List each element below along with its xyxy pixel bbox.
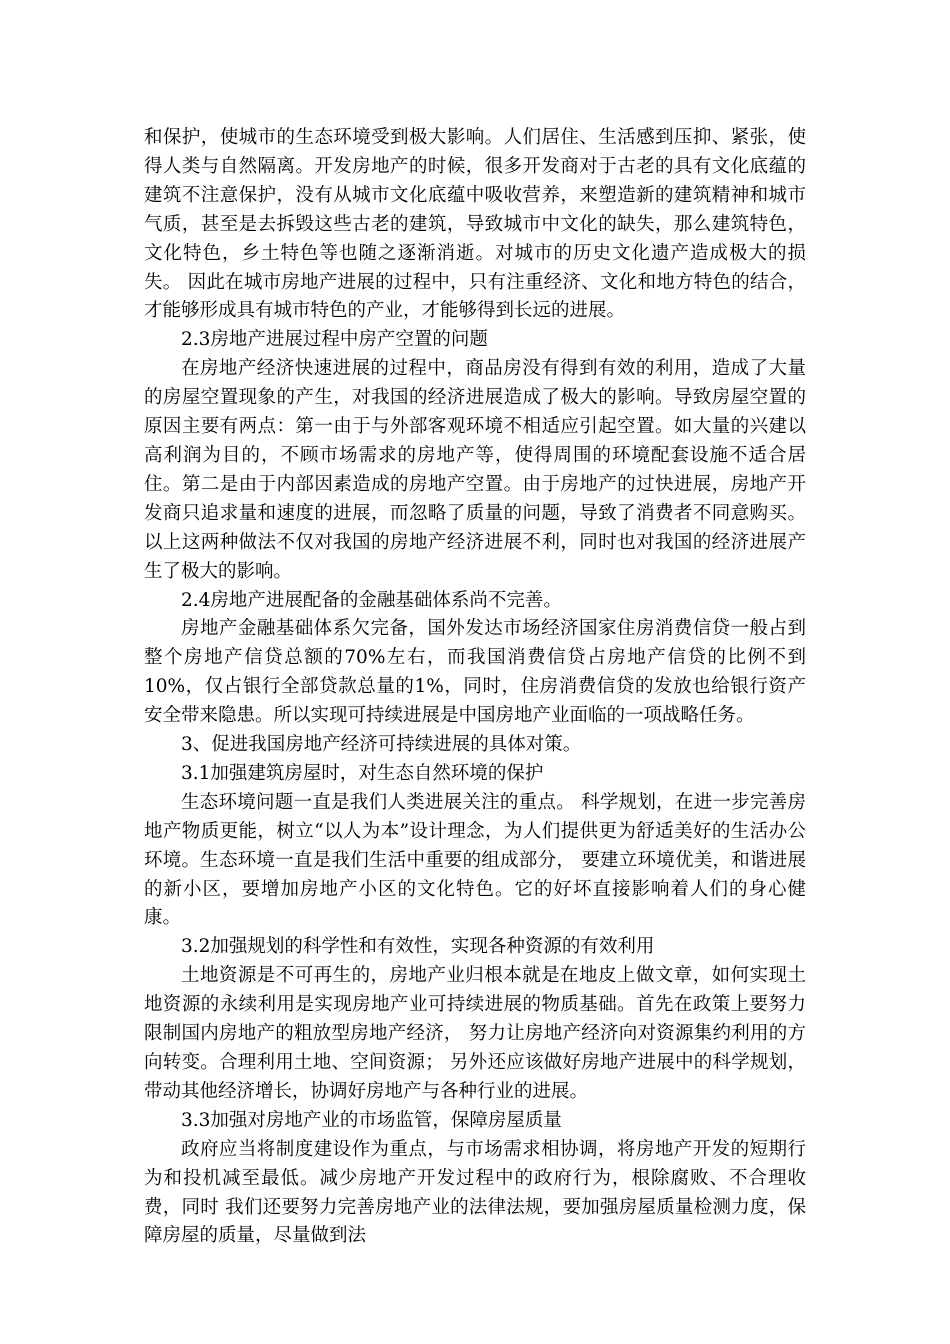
heading-2-3: 2.3房地产进展过程中房产空置的问题 — [181, 329, 488, 351]
heading-3: 3、促进我国房地产经济可持续进展的具体对策。 — [181, 734, 582, 756]
paragraph-ecology: 生态环境问题一直是我们人类进展关注的重点。 科学规划，在进一步完善房地产物质更能，树立“以人为本”设计理念，为人们提供更为舒适美好的生活办公环境。生态环境一直是我们生活中重要的组成部分， 要建立环境优美，和谐进展的新小区，要增加房地产小区的文化特色。它的好坏直接影响着人们的身心健康。 — [144, 791, 806, 929]
heading-3-1: 3.1加强建筑房屋时，对生态自然环境的保护 — [181, 762, 544, 784]
heading-3-2: 3.2加强规划的科学性和有效性，实现各种资源的有效利用 — [181, 936, 655, 958]
paragraph-urban-culture: 和保护，使城市的生态环境受到极大影响。人们居住、生活感到压抑、紧张，使得人类与自然隔离。开发房地产的时候，很多开发商对于古老的具有文化底蕴的建筑不注意保护，没有从城市文化底蕴中吸收营养，来塑造新的建筑精神和城市气质，甚至是去拆毁这些古老的建筑，导致城市中文化的缺失，那么建筑特色，文化特色，乡土特色等也随之逐渐消逝。对城市的历史文化遗产造成极大的损失。 因此在城市房地产进展的过程中，只有注重经济、文化和地方特色的结合，才能够形成具有城市特色的产业，才能够得到长远的进展。 — [144, 127, 806, 322]
document-body — [144, 124, 806, 1251]
paragraph-land-resources: 土地资源是不可再生的，房地产业归根本就是在地皮上做文章，如何实现土地资源的永续利用是实现房地产业可持续进展的物质基础。首先在政策上要努力限制国内房地产的粗放型房地产经济， 努力让房地产经济向对资源集约利用的方向转变。合理利用土地、空间资源； 另外还应该做好房地产进展中的科学规划，带动其他经济增长，协调好房地产与各种行业的进展。 — [144, 965, 806, 1102]
paragraph-finance: 房地产金融基础体系欠完备，国外发达市场经济国家住房消费信贷一般占到整个房地产信贷总额的70%左右，而我国消费信贷占房地产信贷的比例不到10%，仅占银行全部贷款总量的1%，同时，住房消费信贷的发放也给银行资产安全带来隐患。所以实现可持续进展是中国房地产业面临的一项战略任务。 — [144, 618, 806, 727]
heading-3-3: 3.3加强对房地产业的市场监管，保障房屋质量 — [181, 1109, 562, 1131]
heading-2-4: 2.4房地产进展配备的金融基础体系尚不完善。 — [181, 589, 562, 611]
paragraph-regulation: 政府应当将制度建设作为重点，与市场需求相协调，将房地产开发的短期行为和投机减至最低。减少房地产开发过程中的政府行为，根除腐败、不合理收费，同时 我们还要努力完善房地产业的法律法规，要加强房屋质量检测力度，保障房屋的质量，尽量做到法 — [144, 1138, 806, 1247]
paragraph-vacancy: 在房地产经济快速进展的过程中，商品房没有得到有效的利用，造成了大量的房屋空置现象的产生，对我国的经济进展造成了极大的影响。导致房屋空置的原因主要有两点：第一由于与外部客观环境不相适应引起空置。如大量的兴建以高利润为目的，不顾市场需求的房地产等，使得周围的环境配套设施不适合居住。第二是由于内部因素造成的房地产空置。由于房地产的过快进展，房地产开发商只追求量和速度的进展，而忽略了质量的问题，导致了消费者不同意购买。以上这两种做法不仅对我国的房地产经济进展不利，同时也对我国的经济进展产生了极大的影响。 — [144, 358, 806, 582]
